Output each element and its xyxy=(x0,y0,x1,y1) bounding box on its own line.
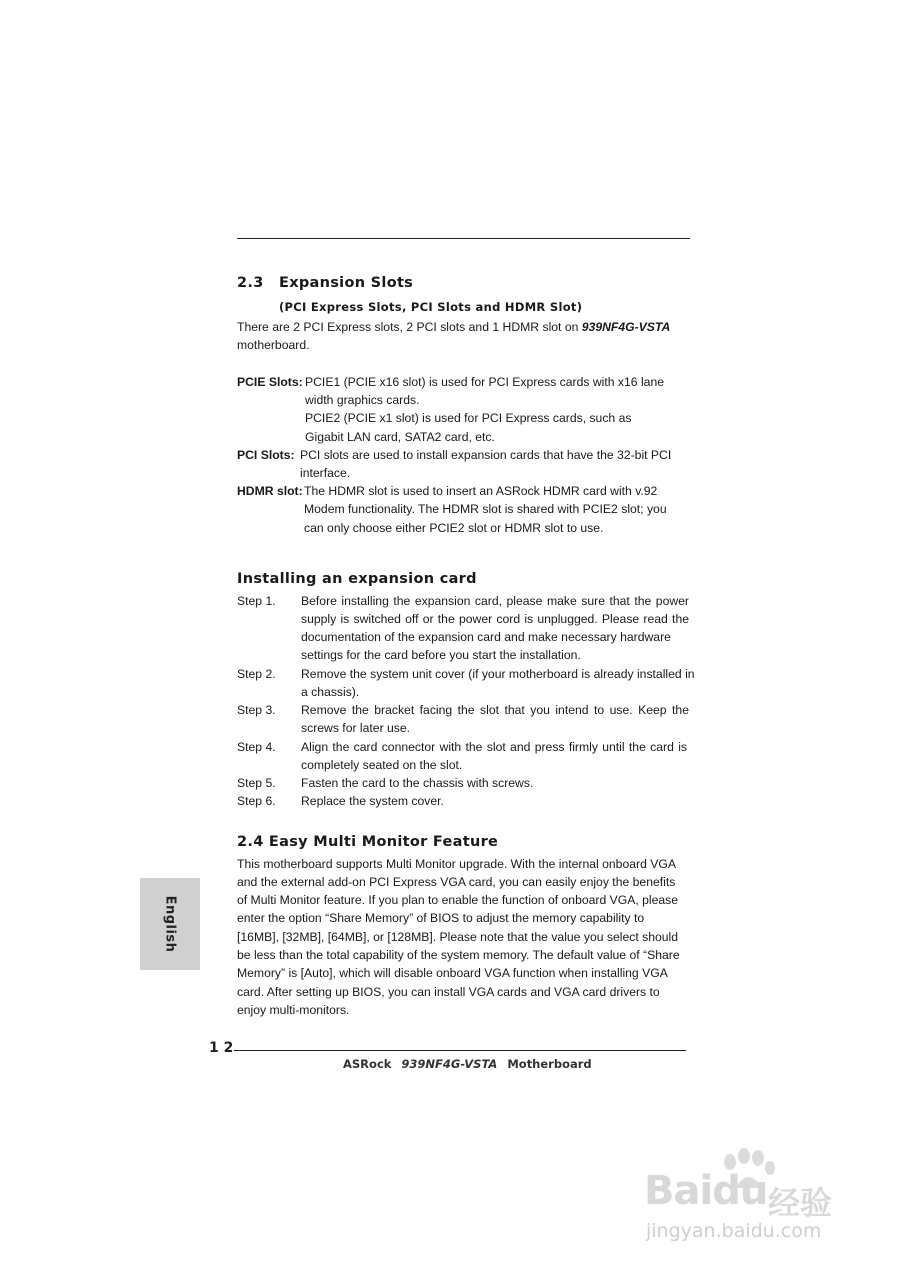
step-line: supply is switched off or the power cord is unplugged. Please read the xyxy=(301,612,689,626)
section-subtitle: (PCI Express Slots, PCI Slots and HDMR Slot) xyxy=(279,300,583,314)
multi-monitor-heading: 2.4 Easy Multi Monitor Feature xyxy=(237,834,499,850)
top-rule xyxy=(237,238,690,239)
footer-brand: ASRock xyxy=(343,1057,392,1071)
pci-line: interface. xyxy=(300,466,351,480)
step-line: documentation of the expansion card and make necessary hardware xyxy=(301,630,671,644)
footer-rule xyxy=(234,1050,686,1051)
multi-monitor-line: be less than the total capability of the system memory. The default value of “Share xyxy=(237,948,680,962)
multi-monitor-line: and the external add-on PCI Express VGA card, you can easily enjoy the benefits xyxy=(237,875,676,889)
language-tab-label: English xyxy=(162,895,178,953)
step-line: a chassis). xyxy=(301,685,360,699)
install-heading: Installing an expansion card xyxy=(237,571,477,587)
pcie-slots-label: PCIE Slots: xyxy=(237,375,303,389)
footer-model: 939NF4G-VSTA xyxy=(401,1057,498,1071)
watermark-url: jingyan.baidu.com xyxy=(646,1220,822,1242)
hdmr-line: Modem functionality. The HDMR slot is shared with PCIE2 slot; you xyxy=(304,502,667,516)
step-label: Step 6. xyxy=(237,794,276,808)
step-line: Replace the system cover. xyxy=(301,794,444,808)
pcie-line: PCIE2 (PCIE x1 slot) is used for PCI Express cards, such as xyxy=(305,411,632,425)
step-line: settings for the card before you start the installation. xyxy=(301,648,581,662)
step-label: Step 4. xyxy=(237,740,276,754)
pcie-line: PCIE1 (PCIE x16 slot) is used for PCI Express cards with x16 lane xyxy=(305,375,664,389)
step-label: Step 5. xyxy=(237,776,276,790)
intro-model: 939NF4G-VSTA xyxy=(581,320,671,334)
multi-monitor-line: [16MB], [32MB], [64MB], or [128MB]. Please note that the value you select should xyxy=(237,930,679,944)
watermark xyxy=(640,1148,860,1248)
step-label: Step 2. xyxy=(237,667,276,681)
step-line: screws for later use. xyxy=(301,721,411,735)
step-line: completely seated on the slot. xyxy=(301,758,463,772)
footer-suffix: Motherboard xyxy=(507,1057,592,1071)
watermark-brand: Baidu xyxy=(644,1168,768,1214)
footer-caption xyxy=(343,1057,592,1071)
watermark-chinese: 经验 xyxy=(768,1184,833,1222)
step-line: Fasten the card to the chassis with screws. xyxy=(301,776,534,790)
step-label: Step 3. xyxy=(237,703,276,717)
multi-monitor-line: of Multi Monitor feature. If you plan to enable the function of onboard VGA, please xyxy=(237,893,679,907)
multi-monitor-line: enter the option “Share Memory” of BIOS to adjust the memory capability to xyxy=(237,911,645,925)
pci-line: PCI slots are used to install expansion cards that have the 32-bit PCI xyxy=(300,448,672,462)
section-number: 2.3 xyxy=(237,275,264,291)
step-line: Before installing the expansion card, please make sure that the power xyxy=(301,594,689,608)
intro-text: There are 2 PCI Express slots, 2 PCI slots and 1 HDMR slot on xyxy=(237,320,582,334)
pci-slots-label: PCI Slots: xyxy=(237,448,295,462)
page-number: 1 2 xyxy=(209,1040,234,1056)
multi-monitor-line: Memory” is [Auto], which will disable onboard VGA function when installing VGA xyxy=(237,966,668,980)
language-tab xyxy=(140,878,200,970)
multi-monitor-line: card. After setting up BIOS, you can install VGA cards and VGA card drivers to xyxy=(237,985,660,999)
hdmr-line: The HDMR slot is used to insert an ASRock HDMR card with v.92 xyxy=(304,484,658,498)
intro-line-2: motherboard. xyxy=(237,338,310,352)
step-label: Step 1. xyxy=(237,594,276,608)
hdmr-slot-label: HDMR slot: xyxy=(237,484,303,498)
multi-monitor-line: enjoy multi-monitors. xyxy=(237,1003,350,1017)
multi-monitor-line: This motherboard supports Multi Monitor upgrade. With the internal onboard VGA xyxy=(237,857,676,871)
pcie-line: Gigabit LAN card, SATA2 card, etc. xyxy=(305,430,495,444)
step-line: Remove the system unit cover (if your motherboard is already installed in xyxy=(301,667,695,681)
intro-line xyxy=(237,318,670,336)
hdmr-line: can only choose either PCIE2 slot or HDMR slot to use. xyxy=(304,521,604,535)
pcie-line: width graphics cards. xyxy=(305,393,420,407)
step-line: Align the card connector with the slot and press firmly until the card is xyxy=(301,740,687,754)
section-title: Expansion Slots xyxy=(279,275,414,291)
step-line: Remove the bracket facing the slot that you intend to use. Keep the xyxy=(301,703,689,717)
